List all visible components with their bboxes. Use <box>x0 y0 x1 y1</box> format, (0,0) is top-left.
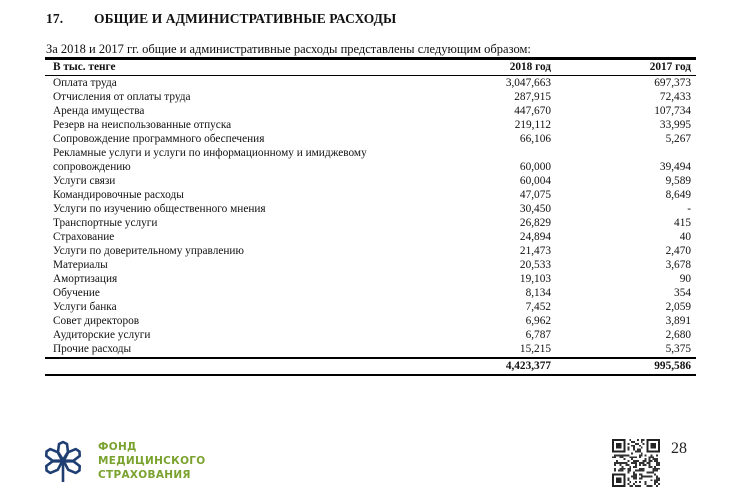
row-label: Услуги по доверительному управлению <box>53 245 244 257</box>
table-header-row <box>45 60 696 76</box>
logo-line: ФОНД <box>98 441 137 453</box>
row-label: Обучение <box>53 287 100 299</box>
row-label: Аудиторские услуги <box>53 329 151 341</box>
table-row <box>45 328 696 342</box>
table-bottom-rule <box>45 374 696 376</box>
table-row <box>45 118 696 132</box>
section-heading <box>46 11 396 27</box>
value-2018: 19,103 <box>519 273 551 285</box>
value-2018: 20,533 <box>519 259 551 271</box>
value-2018: 8,134 <box>525 287 551 299</box>
header-2017: 2017 год <box>649 61 691 73</box>
value-2017: 107,734 <box>654 105 691 117</box>
value-2017: 2,680 <box>665 329 691 341</box>
value-2017: 415 <box>674 217 691 229</box>
table-total-row <box>45 359 696 373</box>
table-row <box>45 286 696 300</box>
value-2018: 60,000 <box>519 161 551 173</box>
intro-text: За 2018 и 2017 гг. общие и административные расходы представлены следующим образом: <box>46 42 531 56</box>
row-label: Прочие расходы <box>53 343 132 355</box>
table-row <box>45 202 696 216</box>
table-row <box>45 216 696 230</box>
value-2018: 15,215 <box>519 343 551 355</box>
row-label: Резерв на неиспользованные отпуска <box>53 119 232 131</box>
value-2018: 60,004 <box>519 175 551 187</box>
row-label: Страхование <box>53 231 115 243</box>
row-label: Отчисления от оплаты труда <box>53 91 191 103</box>
row-label: Аренда имущества <box>53 105 145 117</box>
page-number: 28 <box>671 440 687 457</box>
qr-code-icon <box>612 439 660 487</box>
row-label: Совет директоров <box>53 315 140 327</box>
value-2017: 8,649 <box>665 189 691 201</box>
value-2017: 9,589 <box>665 175 691 187</box>
row-label: Услуги по изучению общественного мнения <box>53 203 266 215</box>
table-body <box>45 76 696 356</box>
value-2017: 40 <box>679 231 691 243</box>
logo-line: СТРАХОВАНИЯ <box>98 469 191 481</box>
table-row <box>45 258 696 272</box>
value-2017: 354 <box>674 287 691 299</box>
value-2017: 2,470 <box>665 245 691 257</box>
row-label: Амортизация <box>53 273 118 285</box>
value-2017: - <box>687 203 691 215</box>
expenses-table <box>45 57 696 376</box>
value-2018: 30,450 <box>519 203 551 215</box>
value-2018: 47,075 <box>519 189 551 201</box>
fund-logo <box>40 438 206 484</box>
value-2018: 219,112 <box>514 119 551 131</box>
total-label <box>45 359 441 373</box>
row-label: Транспортные услуги <box>53 217 158 229</box>
table-row <box>45 230 696 244</box>
value-2018: 3,047,663 <box>505 77 551 89</box>
value-2017: 697,373 <box>654 77 691 89</box>
value-2018: 447,670 <box>514 105 551 117</box>
value-2018: 6,962 <box>525 315 551 327</box>
section-number: 17. <box>46 11 64 26</box>
value-2017: 33,995 <box>659 119 691 131</box>
logo-line: МЕДИЦИНСКОГО <box>98 455 206 467</box>
table-row <box>45 272 696 286</box>
value-2017: 5,375 <box>665 343 691 355</box>
row-label: Услуги банка <box>53 301 117 313</box>
row-label: Материалы <box>53 259 108 271</box>
table-row <box>45 76 696 90</box>
table-row <box>45 188 696 202</box>
table-row <box>45 174 696 188</box>
value-2017: 2,059 <box>665 301 691 313</box>
row-label: Оплата труда <box>53 77 117 89</box>
header-units: В тыс. тенге <box>53 61 116 73</box>
table-row <box>45 314 696 328</box>
table-row <box>45 132 696 146</box>
value-2018: 24,894 <box>519 231 551 243</box>
value-2018: 6,787 <box>525 329 551 341</box>
table-row <box>45 146 696 174</box>
row-label: Сопровождение программного обеспечения <box>53 133 265 145</box>
row-label: Услуги связи <box>53 175 116 187</box>
table-row <box>45 104 696 118</box>
value-2017: 90 <box>679 273 691 285</box>
value-2018: 26,829 <box>519 217 551 229</box>
value-2017: 72,433 <box>659 91 691 103</box>
value-2017: 3,891 <box>665 315 691 327</box>
table-row <box>45 342 696 356</box>
value-2017: 5,267 <box>665 133 691 145</box>
total-2018: 4,423,377 <box>505 360 551 372</box>
value-2017: 3,678 <box>665 259 691 271</box>
value-2018: 21,473 <box>519 245 551 257</box>
row-label: Рекламные услуги и услуги по информационному и имиджевому сопровождению <box>53 147 367 173</box>
snowflake-molecule-icon <box>40 438 86 484</box>
table-row <box>45 90 696 104</box>
value-2018: 7,452 <box>525 301 551 313</box>
row-label: Командировочные расходы <box>53 189 184 201</box>
value-2018: 287,915 <box>514 91 551 103</box>
total-2017: 995,586 <box>654 360 691 372</box>
value-2017: 39,494 <box>659 161 691 173</box>
header-2018: 2018 год <box>509 61 551 73</box>
table-row <box>45 300 696 314</box>
logo-text <box>98 440 206 482</box>
value-2018: 66,106 <box>519 133 551 145</box>
table-row <box>45 244 696 258</box>
section-title: ОБЩИЕ И АДМИНИСТРАТИВНЫЕ РАСХОДЫ <box>94 11 397 26</box>
